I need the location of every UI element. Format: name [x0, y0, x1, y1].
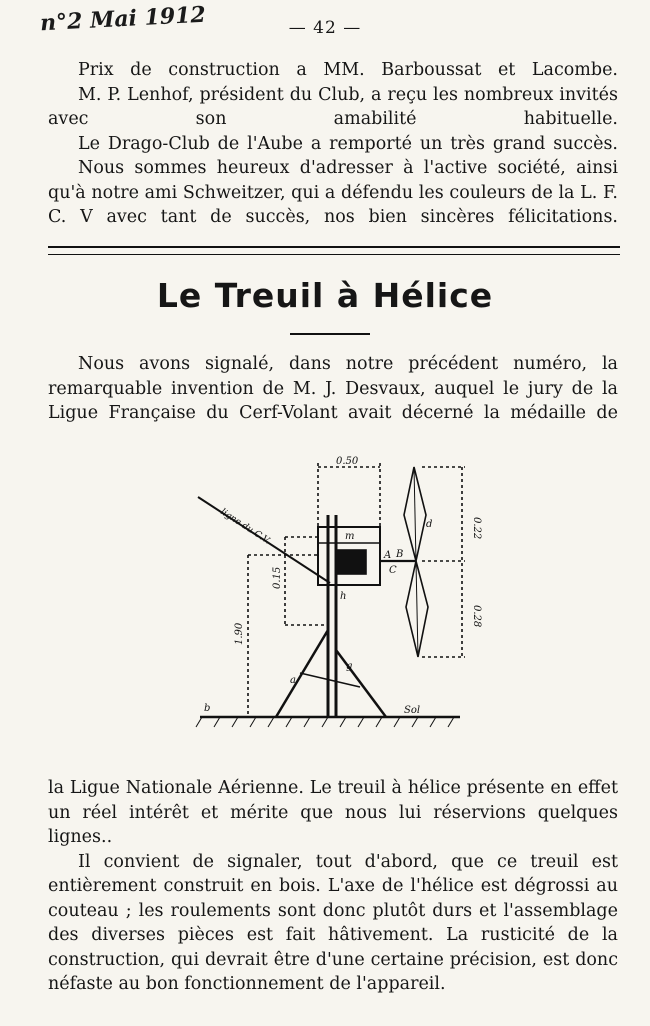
- part-letter: C: [389, 565, 397, 576]
- part-letter: m: [345, 531, 355, 542]
- intro-text-block: [48, 352, 618, 426]
- part-letter: B: [396, 549, 404, 560]
- part-letter: d: [426, 519, 433, 530]
- paragraph: Nous avons signalé, dans notre précédent numéro, la remarquable invention de M. J. Desvaux, auquel le jury de la Ligue Française du Cerf-Volant avait décerné la médaille de: [48, 354, 618, 423]
- handwritten-date-note: n°2 Mai 1912: [39, 1, 207, 37]
- dimension-label: 0.50: [336, 456, 359, 467]
- part-letter: b: [204, 703, 211, 714]
- part-letter: a: [290, 675, 296, 686]
- paragraph: Il convient de signaler, tout d'abord, que ce treuil est entièrement construit en bois. L'axe de l'hélice est dégrossi au couteau ; les roulements sont donc plutôt durs et l'assemblage des diverses pièces est fait hâtivement. La rusticité de la construction, qui devrait être d'une certaine précision, est donc néfaste au bon fonctionnement de l'appareil.: [48, 851, 618, 994]
- paragraph: la Ligue Nationale Aérienne. Le treuil à hélice présente en effet un réel intérêt et mérite que nous lui réservions quelques lignes..: [48, 778, 618, 847]
- paragraph: Prix de construction a MM. Barboussat et Lacombe.: [78, 60, 618, 80]
- top-text-block: [48, 58, 618, 230]
- bottom-text-block: [48, 776, 618, 997]
- part-letter: h: [340, 591, 347, 602]
- kite-line-label: ligne du C.V.: [218, 507, 272, 547]
- title-underline: [290, 333, 370, 335]
- page-number: — 42 —: [288, 18, 362, 38]
- ground-label: Sol: [404, 705, 421, 716]
- paragraph: Le Drago-Club de l'Aube a remporté un très grand succès.: [78, 133, 618, 154]
- paragraph: M. P. Lenhof, président du Club, a reçu les nombreux invités avec son amabilité habituelle.: [48, 84, 618, 129]
- dimension-label: 1.90: [234, 622, 245, 645]
- dimension-label: 0.22: [471, 517, 482, 540]
- winch-diagram: [190, 455, 480, 745]
- section-divider: [48, 246, 620, 255]
- dimension-label: 0.28: [471, 605, 482, 628]
- part-letter: A: [384, 550, 392, 561]
- article-title: Le Treuil à Hélice: [156, 276, 494, 315]
- dimension-label: 0.15: [272, 566, 283, 589]
- paragraph: Nous sommes heureux d'adresser à l'active société, ainsi qu'à notre ami Schweitzer, qui a défendu les couleurs de la L. F. C. V avec tant de succès, nos bien sincères félicitations.: [48, 158, 618, 227]
- part-letter: g: [346, 661, 353, 672]
